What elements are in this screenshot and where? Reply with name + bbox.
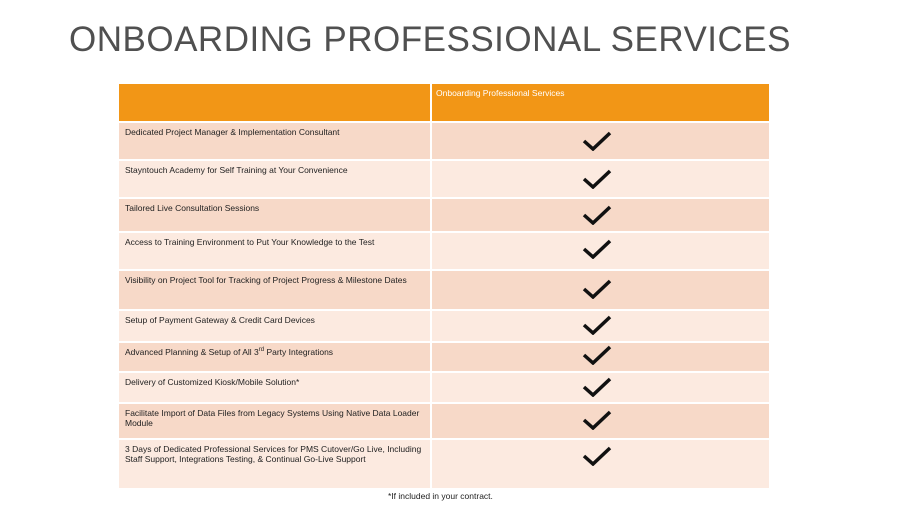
row-label-pre: Advanced Planning & Setup of All 3	[125, 347, 259, 357]
table-row	[119, 440, 769, 490]
page-title: ONBOARDING PROFESSIONAL SERVICES	[69, 20, 791, 59]
header-cell-column: Onboarding Professional Services	[436, 88, 565, 98]
table-row	[119, 404, 769, 440]
row-check-cell	[432, 311, 769, 341]
table-row	[119, 161, 769, 199]
table-row	[119, 123, 769, 161]
table-row	[119, 373, 769, 404]
table-row	[119, 271, 769, 311]
checkmark-icon	[582, 446, 612, 466]
row-label: Tailored Live Consultation Sessions	[119, 199, 432, 231]
row-label: 3 Days of Dedicated Professional Services for PMS Cutover/Go Live, Including Staff Support, Integrations Testing, & Continual Go-Live Support	[119, 440, 432, 488]
row-check-cell	[432, 233, 769, 269]
row-label: Stayntouch Academy for Self Training at Your Convenience	[119, 161, 432, 197]
checkmark-icon	[582, 410, 612, 430]
table-row	[119, 199, 769, 233]
table-row	[119, 233, 769, 271]
table-header-row	[119, 84, 769, 123]
checkmark-icon	[582, 279, 612, 299]
row-check-cell	[432, 343, 769, 371]
table-row	[119, 311, 769, 343]
row-check-cell	[432, 199, 769, 231]
row-label-post: Party Integrations	[264, 347, 334, 357]
table-row	[119, 343, 769, 373]
row-label	[119, 343, 432, 371]
row-check-cell	[432, 373, 769, 402]
row-label: Setup of Payment Gateway & Credit Card Devices	[119, 311, 432, 341]
services-table	[119, 84, 769, 490]
checkmark-icon	[582, 239, 612, 259]
checkmark-icon	[582, 169, 612, 189]
row-check-cell	[432, 161, 769, 197]
row-label: Dedicated Project Manager & Implementation Consultant	[119, 123, 432, 159]
row-label-sup: rd	[258, 347, 265, 354]
row-check-cell	[432, 271, 769, 309]
row-check-cell	[432, 123, 769, 159]
header-cell-empty	[119, 84, 432, 121]
row-check-cell	[432, 440, 769, 488]
row-check-cell	[432, 404, 769, 438]
row-label: Access to Training Environment to Put Your Knowledge to the Test	[119, 233, 432, 269]
checkmark-icon	[582, 377, 612, 397]
row-label: Facilitate Import of Data Files from Legacy Systems Using Native Data Loader Module	[119, 404, 432, 438]
checkmark-icon	[582, 131, 612, 151]
checkmark-icon	[582, 315, 612, 335]
row-label: Visibility on Project Tool for Tracking of Project Progress & Milestone Dates	[119, 271, 432, 309]
footnote: *If included in your contract.	[388, 491, 493, 501]
checkmark-icon	[582, 345, 612, 365]
checkmark-icon	[582, 205, 612, 225]
row-label: Delivery of Customized Kiosk/Mobile Solution*	[119, 373, 432, 402]
